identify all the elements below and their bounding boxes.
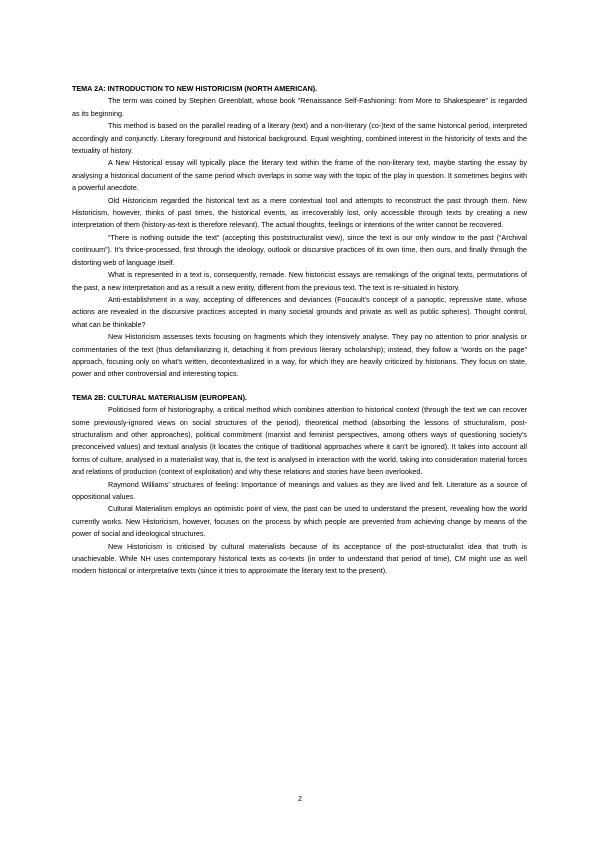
paragraph: Raymond Williams’ structures of feeling: Importance of meanings and values as they are lived and felt. Literature as a source of oppositional values. — [72, 479, 527, 501]
paragraph: What is represented in a text is, consequently, remade. New historicist essays are remakings of the original texts, permutations of the past, a new interpretation and as a result a new entity, different from the previous text. The text is re-situated in history. — [72, 270, 527, 292]
paragraph: The term was coined by Stephen Greenblatt, whose book “Renaissance Self-Fashioning: from More to Shakespeare” is regarded as its beginning. — [72, 96, 527, 118]
section-spacer — [72, 381, 527, 392]
paragraph: “There is nothing outside the text” (accepting this poststructuralist view), since the text is our only window to the past (“Archival continuum”). It’s thrice-processed, first through the ideology, outlook or discursive practices of its own time, then ours, and finally through the distorting web of language itself. — [72, 232, 527, 267]
section-heading-cultural-materialism: TEMA 2B: CULTURAL MATERIALISM (EUROPEAN). — [72, 392, 248, 402]
page-number: 2 — [298, 794, 302, 803]
paragraph: This method is based on the parallel reading of a literary (text) and a non-literary (co-)text of the same historical period, interpreted accordingly and conjunctly. Literary foreground and historical background. Equal weighting, combined interest in the historicity of texts and the textuality of history. — [72, 121, 527, 156]
document-body — [72, 83, 527, 578]
paragraph: Politicised form of historiography, a critical method which combines attention to historical context (through the text we can recover some previously-ignored views on social structures of the period), theoretical method (absorbing the lessons of structuralism, post-structuralism and other approaches), political commitment (marxist and feminist perspectives, among others ways of questioning society’s preconceived values) and textual analysis (it locates the critique of traditional approaches where it can’t be ignored). It takes into account all forms of culture, analysed in a materialist way, that is, the text is analysed in interaction with the world, taking into consideration material forces and relations of production (context of exploitation) and why these relations and stories have been overlooked. — [72, 405, 527, 477]
paragraph: New Historicism is criticised by cultural materialists because of its acceptance of the post-structuralist idea that truth is unachievable. While NH uses contemporary historical texts as co-texts (in order to understand that period of time), CM might use as well modern historical or interpretative texts (since it tries to approximate the literary text to the present). — [72, 541, 527, 576]
paragraph: Anti-establishment in a way, accepting of differences and deviances (Foucault’s concept of a panoptic, repressive state, whose actions are revealed in the discursive practices accepted in many societal grounds and private as well as public spheres). Thought control, what can be thinkable? — [72, 294, 527, 329]
paragraph: New Historicism assesses texts focusing on fragments which they intensively analyse. They pay no attention to prior analysis or commentaries of the text (thus defamiliarizing it, detaching it from previous literary scholarship); instead, they follow a “words on the page” approach, focusing only on what’s written, decontextualized in a way, for which they are heavily criticized by historians. They focus on state, power and other controversial and interesting topics. — [72, 332, 527, 379]
paragraph: Cultural Materialism employs an optimistic point of view, the past can be used to understand the present, revealing how the world currently works. New Historicism, however, focuses on the process by which people are prevented from achieving change by means of the power of social and ideological structures. — [72, 504, 527, 539]
paragraph: Old Historicism regarded the historical text as a mere contextual tool and attempts to reconstruct the past through them. New Historicism, however, thinks of past times, the historical events, as irrecoverably lost, only accessible through texts by creating a new interpretation of them (history-as-text is therefore relevant). The actual thoughts, feelings or intentions of the writer cannot be recovered. — [72, 195, 527, 230]
section-heading-new-historicism: TEMA 2A: INTRODUCTION TO NEW HISTORICISM (NORTH AMERICAN). — [72, 84, 318, 93]
paragraph: A New Historical essay will typically place the literary text within the frame of the non-literary text, maybe starting the essay by analysing a historical document of the same period which overlaps in some way with the topic of the play in question. It sometimes begins with a powerful anecdote. — [72, 158, 527, 193]
